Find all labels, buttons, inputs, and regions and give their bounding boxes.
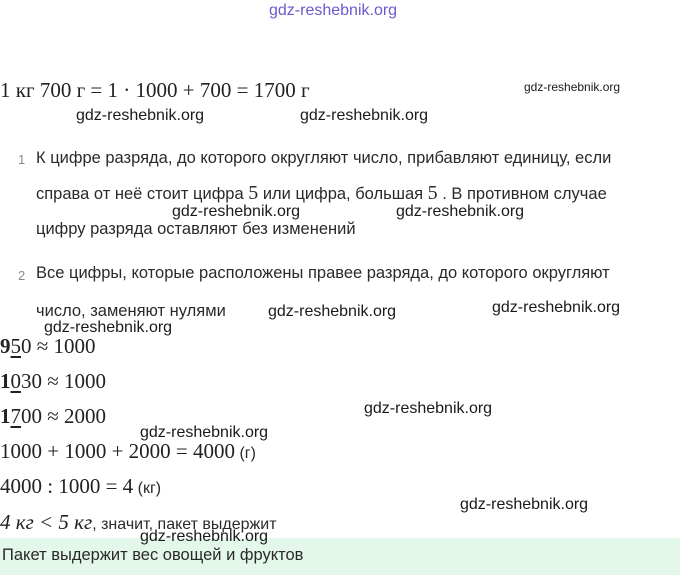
- digit-five: 5: [248, 182, 259, 204]
- rule-1-line-2: [36, 182, 607, 205]
- rule-1-text-a: справа от неё стоит цифра: [36, 185, 249, 203]
- conversion-line: [0, 78, 310, 103]
- rounded-digit: 1: [0, 404, 11, 428]
- remaining-digits: 0: [21, 334, 32, 358]
- sum-unit: (г): [235, 445, 256, 462]
- rule-1-text-c: . В противном случае: [437, 185, 607, 203]
- watermark: gdz-reshebnik.org: [492, 299, 621, 316]
- remaining-digits: 00: [21, 404, 42, 428]
- watermark: gdz-reshebnik.org: [140, 528, 269, 545]
- watermark: gdz-reshebnik.org: [140, 424, 269, 441]
- rounded-result: ≈ 2000: [42, 404, 107, 428]
- watermark: gdz-reshebnik.org: [460, 496, 589, 513]
- rule-1-text-b: или цифра, большая: [258, 185, 428, 203]
- list-number: 1: [18, 152, 26, 167]
- sum-line: [0, 439, 256, 464]
- digit-five: 5: [427, 182, 438, 204]
- list-number: 2: [18, 268, 26, 283]
- division-unit: (кг): [133, 480, 162, 497]
- watermark: gdz-reshebnik.org: [364, 400, 493, 417]
- rule-2-line-1: Все цифры, которые расположены правее разряда, до которого округляют: [36, 264, 610, 282]
- watermark: gdz-reshebnik.org: [524, 80, 621, 94]
- answer-banner: [0, 538, 680, 575]
- watermark: gdz-reshebnik.org: [268, 303, 397, 320]
- rounded-result: ≈ 1000: [42, 369, 107, 393]
- remaining-digits: 30: [21, 369, 42, 393]
- watermark: gdz-reshebnik.org: [44, 319, 173, 336]
- division-expression: 4000 : 1000 = 4: [0, 474, 134, 498]
- compare-expression: 4 кг < 5 кг: [0, 510, 93, 534]
- rule-1-line-1: К цифре разряда, до которого округляют число, прибавляют единицу, если: [36, 149, 612, 167]
- rounding-line-2: [0, 369, 106, 394]
- rule-1-line-3: цифру разряда оставляют без изменений: [36, 220, 356, 238]
- rounded-digit: 1: [0, 369, 11, 393]
- compare-conclusion: , значит, пакет выдержит: [92, 516, 277, 533]
- rule-2-line-2: число, заменяют нулями: [36, 302, 226, 320]
- rounded-result: ≈ 1000: [31, 334, 96, 358]
- watermark: gdz-reshebnik.org: [396, 203, 525, 220]
- sum-expression: 1000 + 1000 + 2000 = 4000: [0, 439, 236, 463]
- watermark: gdz-reshebnik.org: [300, 107, 429, 124]
- next-digit: 7: [10, 404, 21, 428]
- rounding-line-3: [0, 404, 106, 429]
- watermark: gdz-reshebnik.org: [76, 107, 205, 124]
- conversion-expression: 1 кг 700 г = 1 · 1000 + 700 = 1700 г: [0, 78, 310, 102]
- answer-text: Пакет выдержит вес овощей и фруктов: [2, 546, 304, 564]
- division-line: [0, 474, 161, 499]
- watermark-top: gdz-reshebnik.org: [269, 2, 398, 19]
- next-digit: 0: [10, 369, 21, 393]
- rounding-line-1: [0, 334, 96, 359]
- watermark: gdz-reshebnik.org: [172, 203, 301, 220]
- rounded-digit: 9: [0, 334, 11, 358]
- next-digit: 5: [10, 334, 21, 358]
